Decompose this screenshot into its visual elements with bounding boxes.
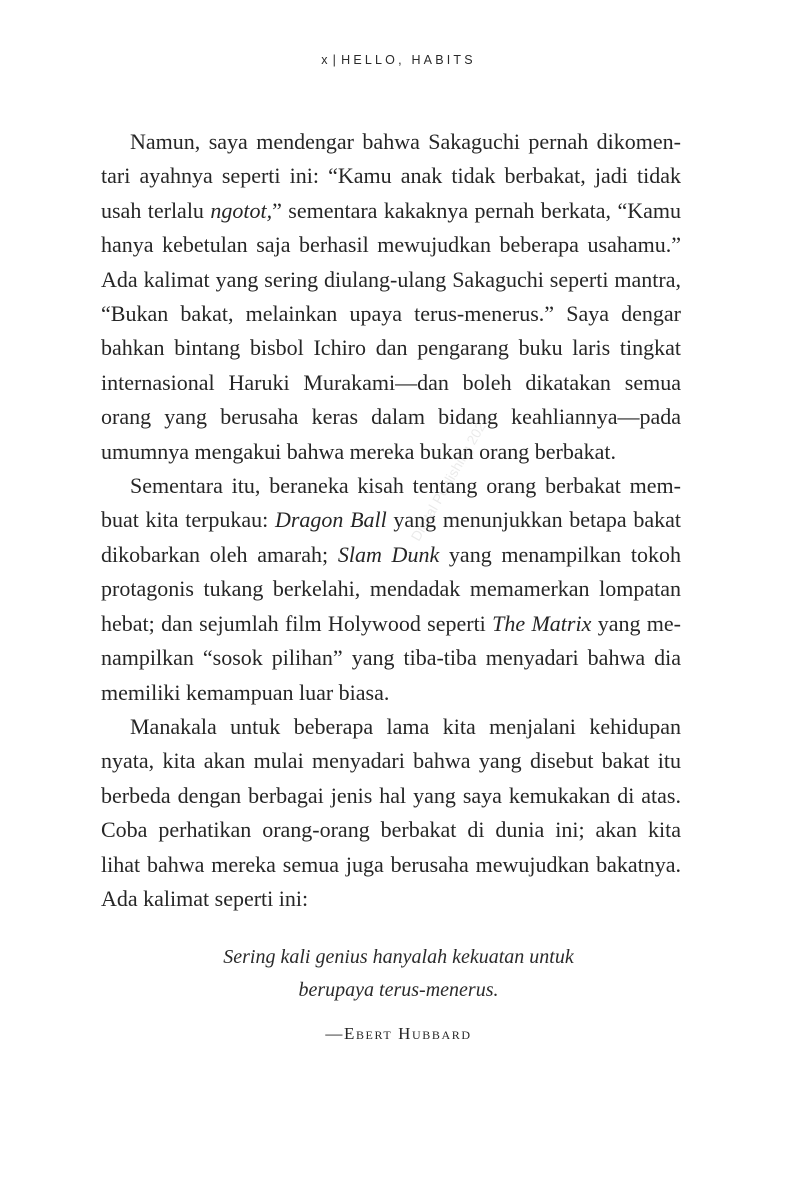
italic-title: Dragon Ball [274, 507, 387, 533]
italic-title: ngotot, [210, 197, 273, 223]
text-segment: yang menampilkan tokoh protagonis tukang berkelahi, mendadak memamerkan lompatan hebat; dan sejumlah film Holywood seperti [101, 541, 681, 636]
text-segment: Namun, saya mendengar bahwa Sakaguchi pernah dikomentari ayahnya seperti ini: “Kamu anak tidak berbakat, jadi tidak usah terlalu [101, 129, 681, 223]
paragraph [101, 125, 681, 469]
text-segment: Sementara itu, beraneka kisah tentang orang berbakat membuat kita terpukau: [101, 473, 681, 533]
paragraph [101, 710, 681, 916]
book-title: HELLO, HABITS [341, 53, 476, 67]
text-segment: yang menunjukkan betapa bakat dikobarkan oleh amarah; [101, 507, 681, 567]
quote-line-1: Sering kali genius hanyalah kekuatan untuk [223, 946, 574, 968]
header-separator: | [332, 53, 340, 67]
page-number: x [321, 53, 331, 67]
watermark: Digital Publishing 2023 [407, 412, 493, 544]
paragraph [101, 469, 681, 710]
epigraph-quote [0, 941, 797, 1007]
text-segment: Manakala untuk beberapa lama kita menjalani kehidupan nyata, kita akan mulai menyadari bahwa yang disebut bakat itu berbeda dengan berbagai jenis hal yang saya kemukakan di atas. Coba perhatikan orang-orang berbakat di dunia ini; akan kita lihat bahwa mereka semua juga berusaha mewujudkan bakatnya. Ada kalimat seperti ini: [101, 713, 681, 911]
italic-title: The Matrix [492, 610, 592, 636]
text-segment: yang menampilkan “sosok pilihan” yang tiba-tiba menyadari bahwa dia memiliki kemampuan luar biasa. [101, 610, 681, 705]
body-text [101, 125, 681, 916]
quote-line-2: berupaya terus-menerus. [298, 979, 499, 1001]
quote-attribution: —Ebert Hubbard [325, 1024, 472, 1043]
text-segment: ” sementara kakaknya pernah berkata, “Kamu hanya kebetulan saja berhasil mewujudkan beberapa usahamu.” Ada kalimat yang sering diulang-ulang Sakaguchi seperti mantra, “Bukan bakat, melainkan upaya terus-menerus.” Saya dengar bahkan bintang bisbol Ichiro dan pengarang buku laris tingkat internasional Haruki Murakami—dan boleh dikatakan semua orang yang berusaha keras dalam bidang keahliannya—pada umumnya mengakui bahwa mereka bukan orang berbakat. [101, 197, 681, 464]
running-head [0, 53, 797, 67]
italic-title: Slam Dunk [337, 541, 440, 567]
